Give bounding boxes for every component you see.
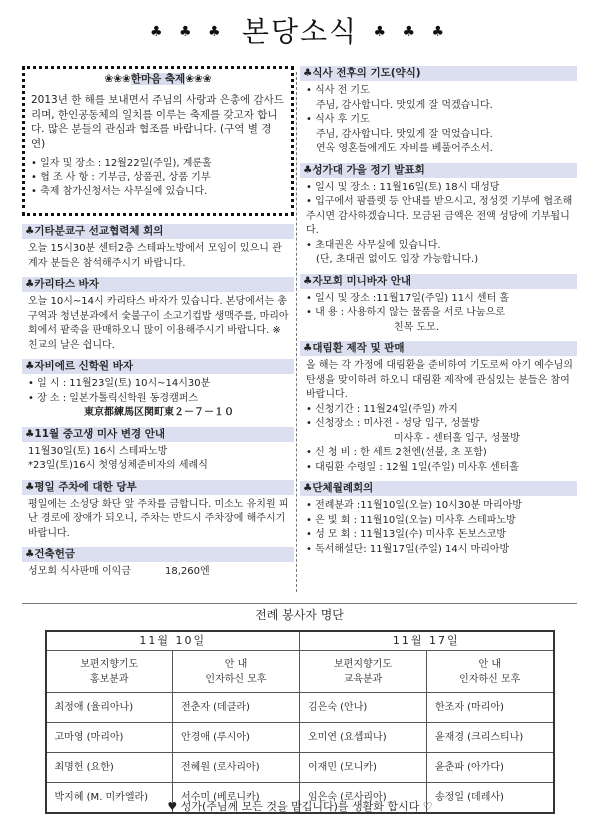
roster-row	[46, 693, 554, 723]
section-heading: ♣카리타스 바자	[22, 277, 294, 292]
prayer-before-text: 주님, 감사합니다. 맛있게 잘 먹겠습니다.	[316, 99, 493, 111]
bazaar-address-line: 東京都練馬区関町東２－７－１０	[84, 407, 234, 418]
roster-cell: 한조자 (마리아)	[427, 693, 554, 723]
subhead-group: 인자하신 모후	[205, 673, 267, 685]
prayer-after-text-2: 연옥 영혼들에게도 자비를 베풀어주소서.	[316, 143, 493, 154]
column-divider	[296, 72, 297, 592]
donation-source: 성모회 식사판매 이익금	[28, 566, 131, 577]
roster-subhead	[173, 651, 300, 693]
subhead-role: 보편지향기도	[334, 658, 392, 670]
mini-bazaar-content-line-2: 친목 도모.	[394, 321, 439, 333]
roster-cell: 송정일 (데레사)	[427, 783, 554, 813]
meeting-line: • 독서해설단: 11월17일(주일) 14시 마리아방	[306, 543, 510, 555]
roster-cell: 오미연 (요셉피나)	[300, 723, 427, 753]
section-text: 오늘 15시30분 센터2층 스테파노방에서 모임이 있으니 관계자 분들은 참석해주시기 바랍니다.	[28, 243, 282, 269]
section-missionary-meeting	[22, 224, 294, 271]
section-text: 평일에는 소성당 화단 앞 주차를 금합니다. 미소노 유치원 피난 경로에 장애가 되오니, 주차는 반드시 주차장에 해주시기 바랍니다.	[28, 498, 289, 539]
festival-box	[22, 66, 294, 216]
section-heading: ♣기타분쿄구 선교협력체 회의	[22, 224, 294, 239]
roster-date: 11월 17일	[300, 631, 554, 651]
section-group-meetings	[300, 481, 577, 557]
roster-cell: 윤춘파 (아가다)	[427, 753, 554, 783]
roster-cell: 윤재경 (크리스티나)	[427, 723, 554, 753]
advent-period-line: • 신청기간 : 11월24일(주일) 까지	[306, 403, 458, 415]
footer-slogan: ♥ 성가(주님께 모든 것을 맡깁니다)를 생활화 합시다 ♡	[167, 800, 433, 813]
mini-bazaar-content-line: • 내 용 : 사용하지 않는 물품을 서로 나눔으로	[306, 307, 505, 318]
roster-cell: 고마영 (마리아)	[46, 723, 173, 753]
right-column	[300, 66, 577, 563]
section-xavier-bazaar	[22, 359, 294, 421]
roster-cell: 전춘자 (데클라)	[173, 693, 300, 723]
liturgy-roster	[22, 603, 577, 814]
club-deco-right: ♣ ♣ ♣	[373, 24, 450, 41]
roster-row	[46, 753, 554, 783]
club-deco-left: ♣ ♣ ♣	[149, 24, 227, 41]
roster-cell: 최정애 (율리아나)	[46, 693, 173, 723]
section-heading: ♣자모회 미니바자 안내	[300, 274, 577, 289]
roster-cell: 최명헌 (요한)	[46, 753, 173, 783]
concert-ticket-note: (단, 초대권 없이도 입장 가능합니다.)	[316, 254, 479, 265]
roster-subhead-row	[46, 651, 554, 693]
concert-ticket-line: • 초대권은 사무실에 있습니다.	[306, 239, 441, 251]
meeting-line: • 전례분과 :11월10일(오늘) 10시30분 마리아방	[306, 500, 522, 511]
subhead-group: 인자하신 모후	[459, 673, 521, 685]
prayer-before-label: • 식사 전 기도	[306, 85, 370, 96]
section-heading: ♣11월 중고생 미사 변경 안내	[22, 427, 294, 442]
subhead-group: 교육분과	[343, 673, 383, 685]
page-header	[0, 14, 600, 54]
mini-bazaar-date-line: • 일시 및 장소 :11월17일(주일) 11시 센터 홀	[306, 292, 510, 304]
festival-paragraph: 2013년 한 해를 보내면서 주님의 사랑과 은총에 감사드리며, 한인공동체의 일치를 이루는 축제를 갖고자 합니다. 많은 분들의 관심과 협조를 바랍니다. (구역 별 경연)	[31, 93, 284, 151]
advent-place-line: • 신청장소 : 미사전 - 성당 입구, 성물방	[306, 418, 480, 429]
bazaar-date-line: • 일 시 : 11월23일(토) 10시~14시30분	[28, 378, 211, 389]
festival-title	[31, 73, 285, 87]
subhead-role: 보편지향기도	[80, 658, 139, 670]
section-building-fund	[22, 547, 294, 580]
youth-mass-line: 11월30일(토) 16시 스테파노방	[28, 445, 168, 457]
concert-date-line: • 일시 및 장소 : 11월16일(토) 18시 대성당	[306, 181, 500, 193]
prayer-after-text: 주님, 감사합니다. 맛있게 잘 먹었습니다.	[316, 128, 493, 140]
prayer-after-label: • 식사 후 기도	[306, 114, 370, 125]
roster-cell: 박지혜 (M. 미카엘라)	[46, 783, 173, 813]
donation-amount: 18,260엔	[164, 566, 210, 577]
section-heading: ♣건축헌금	[22, 547, 294, 562]
section-choir-concert	[300, 163, 577, 268]
section-weekday-parking	[22, 480, 294, 542]
section-heading: ♣자비에르 신학원 바자	[22, 359, 294, 374]
left-column	[22, 66, 294, 586]
section-mini-bazaar	[300, 274, 577, 336]
advent-pickup-line: • 대림환 수령일 : 12월 1일(주일) 미사후 센터홀	[306, 461, 519, 473]
page-title: 본당소식	[241, 15, 359, 48]
section-meal-prayer	[300, 66, 577, 157]
advent-place-line-2: 미사후 - 센터홀 입구, 성물방	[394, 432, 520, 444]
roster-cell: 서수미 (베로니카)	[173, 783, 300, 813]
roster-subhead	[427, 651, 554, 693]
section-heading: ♣대림환 제작 및 판매	[300, 341, 577, 356]
roster-cell: 전혜원 (로사리아)	[173, 753, 300, 783]
roster-cell: 안경애 (루시아)	[173, 723, 300, 753]
festival-signup-line: • 축제 참가신청서는 사무실에 있습니다.	[31, 186, 208, 198]
subhead-group: 홍보분과	[89, 673, 129, 685]
section-text: 오늘 10시~14시 카리타스 바자가 있습니다. 본당에서는 총구역과 청년분과에서 숯불구이 소고기컵밥 생맥주를, 마리아회에서 팥죽을 판매하오니 많이 이용해주시기 바랍니다. ※친교의 날은 쉽니다.	[28, 296, 289, 351]
advent-fee-line: • 신 청 비 : 한 세트 2천엔(선불, 초 포함)	[306, 447, 487, 458]
roster-cell: 김은숙 (안나)	[300, 693, 427, 723]
section-heading: ♣평일 주차에 대한 당부	[22, 480, 294, 495]
roster-cell: 이재민 (모니카)	[300, 753, 427, 783]
roster-table	[45, 630, 555, 814]
roster-date: 11월 10일	[46, 631, 300, 651]
festival-title-deco-left: ❀❀❀	[104, 73, 131, 85]
section-youth-mass	[22, 427, 294, 474]
advent-intro-text: 올 해는 각 가정에 대림환을 준비하여 기도로써 아기 예수님의 탄생을 맞이하려 하오니 대림환 제작에 관심있는 분들은 참여 바랍니다.	[306, 360, 573, 400]
roster-subhead	[46, 651, 173, 693]
meeting-line: • 성 모 회 : 11월13일(수) 미사후 돈보스코방	[306, 529, 507, 540]
festival-title-text: 한마음 축제	[130, 73, 186, 85]
section-heading: ♣단체월례회의	[300, 481, 577, 496]
festival-date-line: • 일자 및 장소 : 12월22일(주일), 계룬홀	[31, 158, 212, 170]
subhead-role: 안 내	[224, 658, 248, 670]
section-heading: ♣성가대 가을 정기 발표회	[300, 163, 577, 178]
meeting-line: • 은 빛 회 : 11월10일(오늘) 미사후 스테파노방	[306, 514, 516, 526]
concert-donation-text: • 입구에서 팜플렛 등 안내를 받으시고, 정성껏 기부에 협조해주시면 감사하겠습니다. 모금된 금액은 전액 성당에 기부됩니다.	[306, 196, 573, 236]
roster-date-row	[46, 631, 554, 651]
roster-cell: 임은숙 (로사리아)	[300, 783, 427, 813]
section-caritas-bazaar	[22, 277, 294, 353]
festival-support-line: • 협 조 사 항 : 기부금, 상품권, 상품 기부	[31, 172, 211, 184]
section-advent-wreath	[300, 341, 577, 475]
bazaar-place-line: • 장 소 : 일본가톨릭신학원 동경캠퍼스	[28, 392, 199, 404]
roster-title: 전례 봉사자 명단	[255, 608, 344, 622]
roster-row	[46, 723, 554, 753]
festival-title-deco-right: ❀❀❀	[185, 73, 212, 85]
subhead-role: 안 내	[478, 658, 501, 670]
baptism-note-line: *23일(토)16시 첫영성체준비자의 세례식	[28, 460, 208, 471]
roster-subhead	[300, 651, 427, 693]
section-heading: ♣식사 전후의 기도(약식)	[300, 66, 577, 81]
